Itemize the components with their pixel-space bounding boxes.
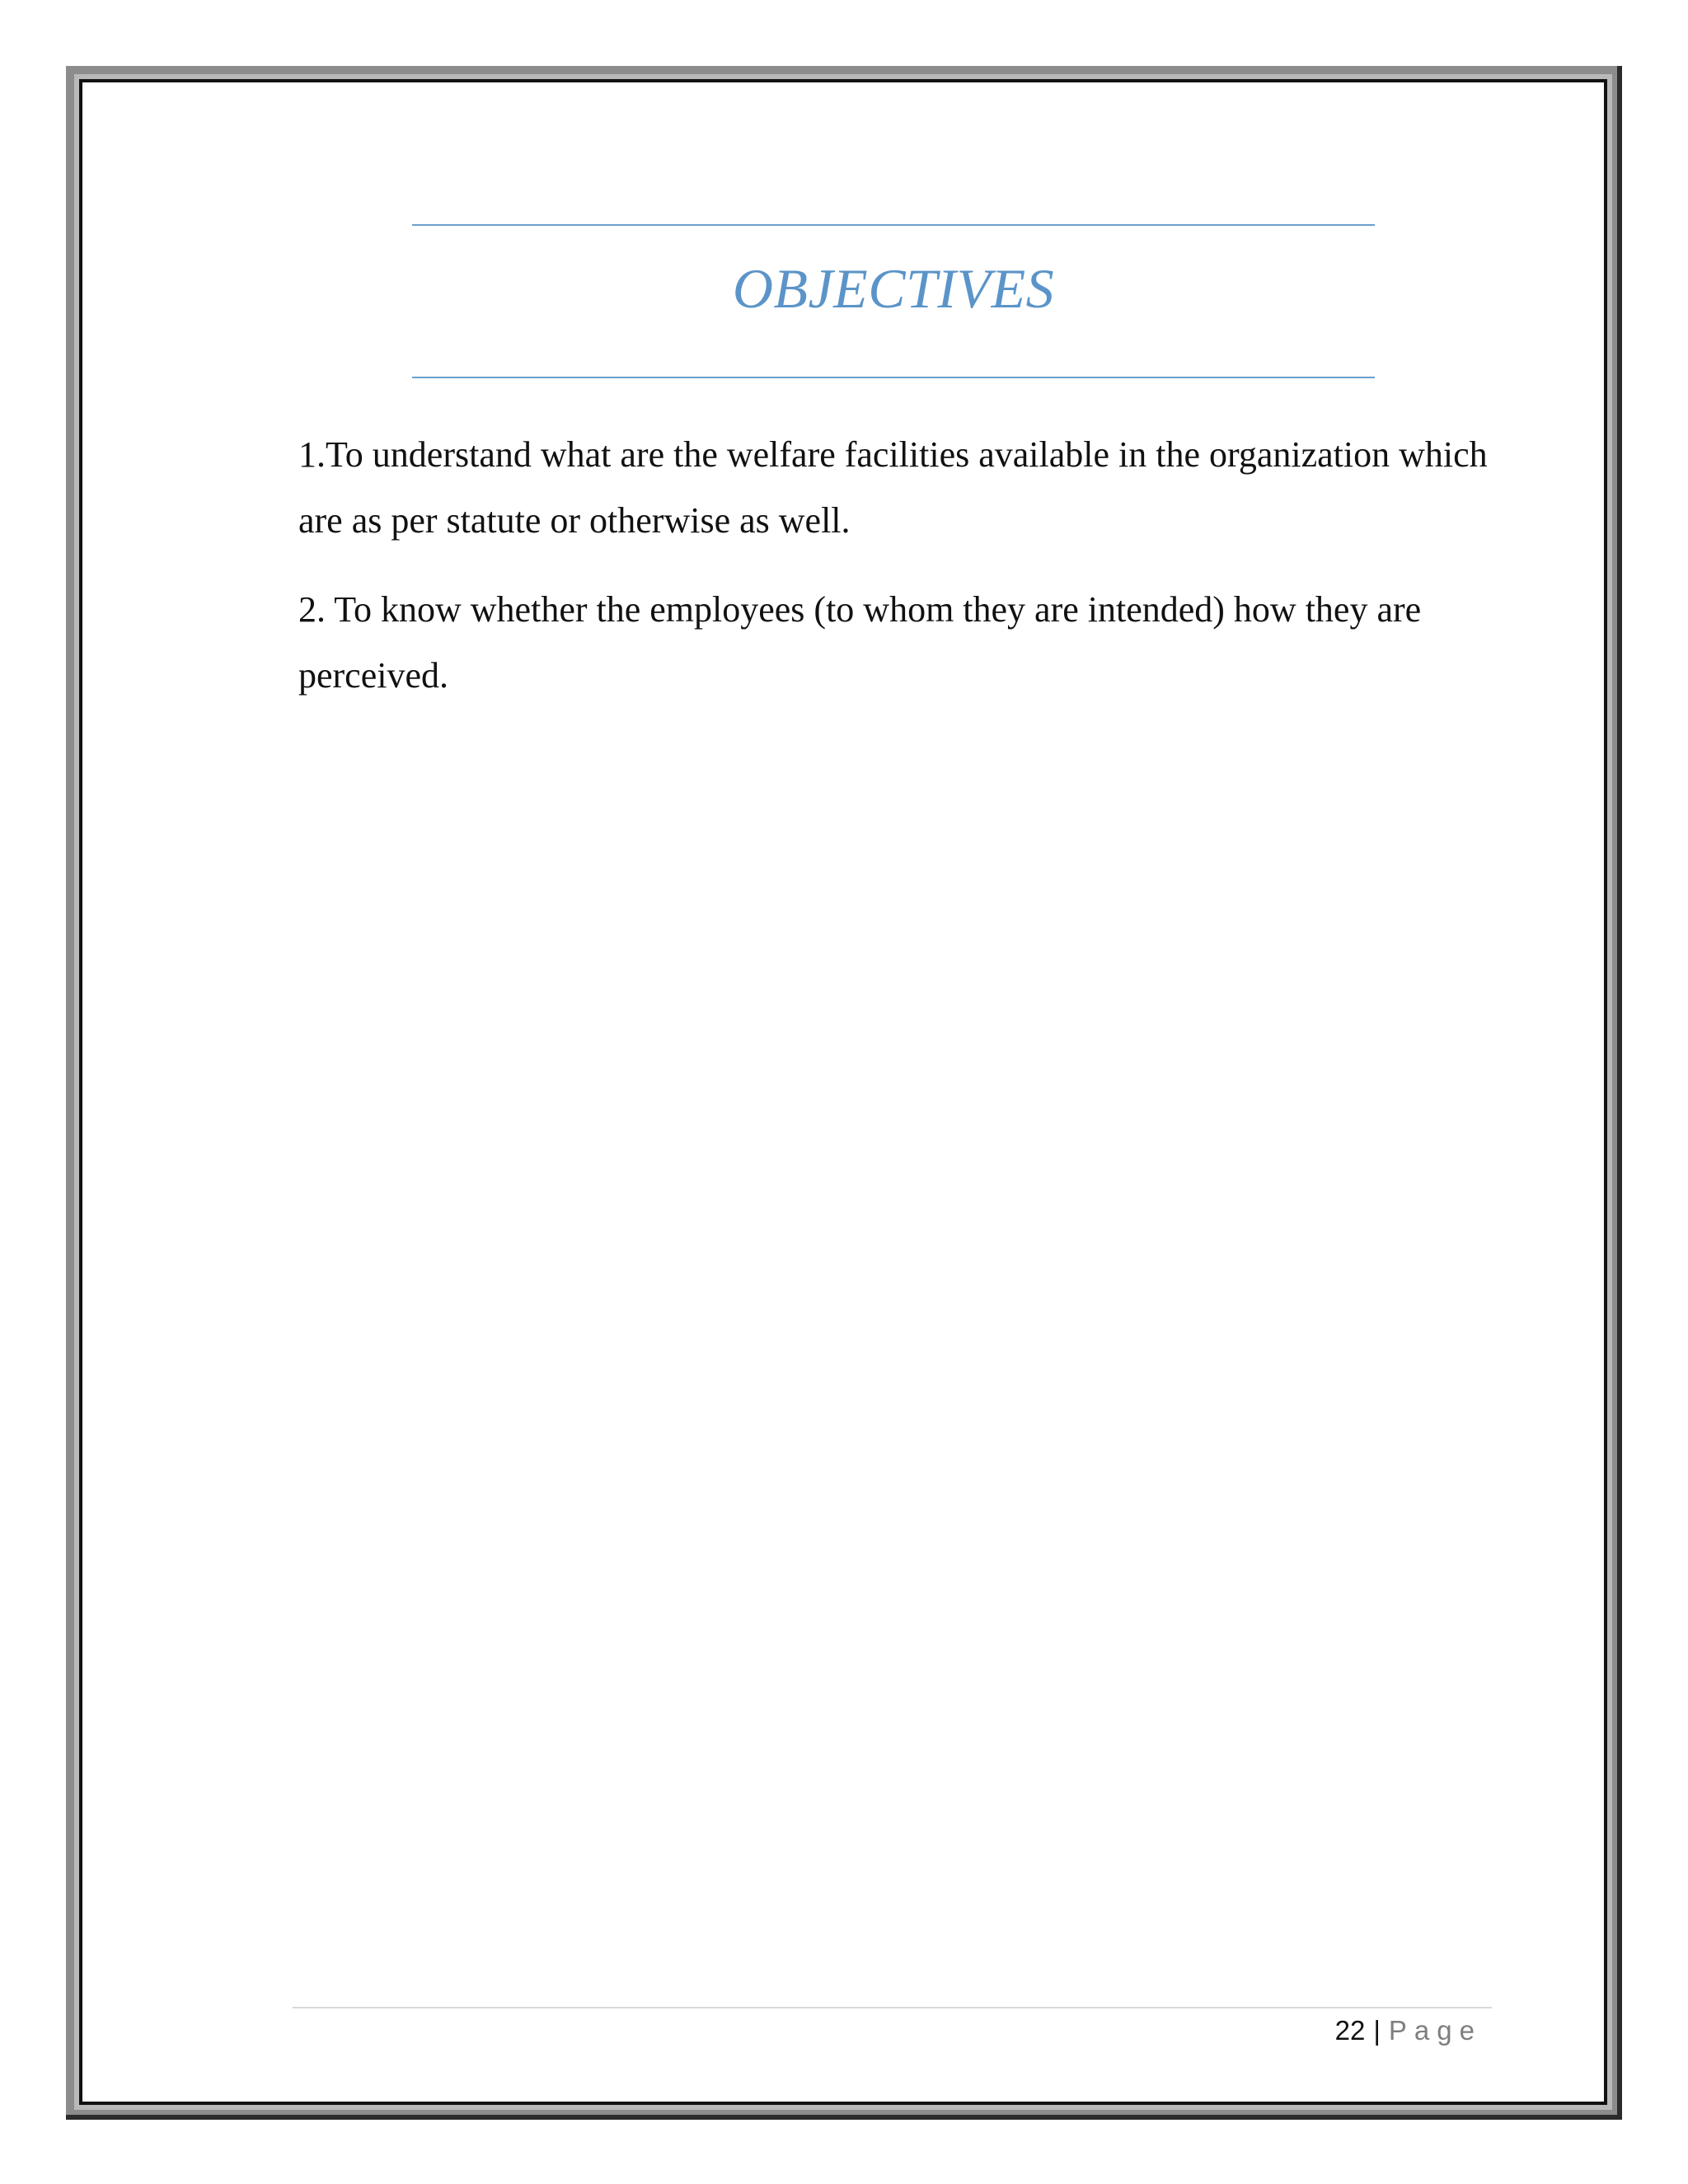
page-label: Page [1388,2015,1482,2046]
page-border [66,66,1620,2118]
title-rule-top [412,224,1375,226]
footer-separator: | [1373,2015,1381,2046]
objective-item-2: 2. To know whether the employees (to whom they are intended) how they are perceived. [298,589,1422,696]
page-border-shadow-right [1617,66,1622,2120]
objective-item-1: 1.To understand what are the welfare facilities available in the organization which are as per statute or otherwise as well. [298,434,1488,541]
footer-rule [293,2007,1492,2008]
page-border-shadow-bottom [66,2115,1620,2120]
page-title: OBJECTIVES [732,257,1055,320]
objectives-list [298,422,1502,732]
page-number: 22 [1334,2015,1366,2046]
page-footer [1335,2012,1482,2050]
title-rule-bottom [412,377,1375,378]
page-border-inner [79,79,1607,2105]
